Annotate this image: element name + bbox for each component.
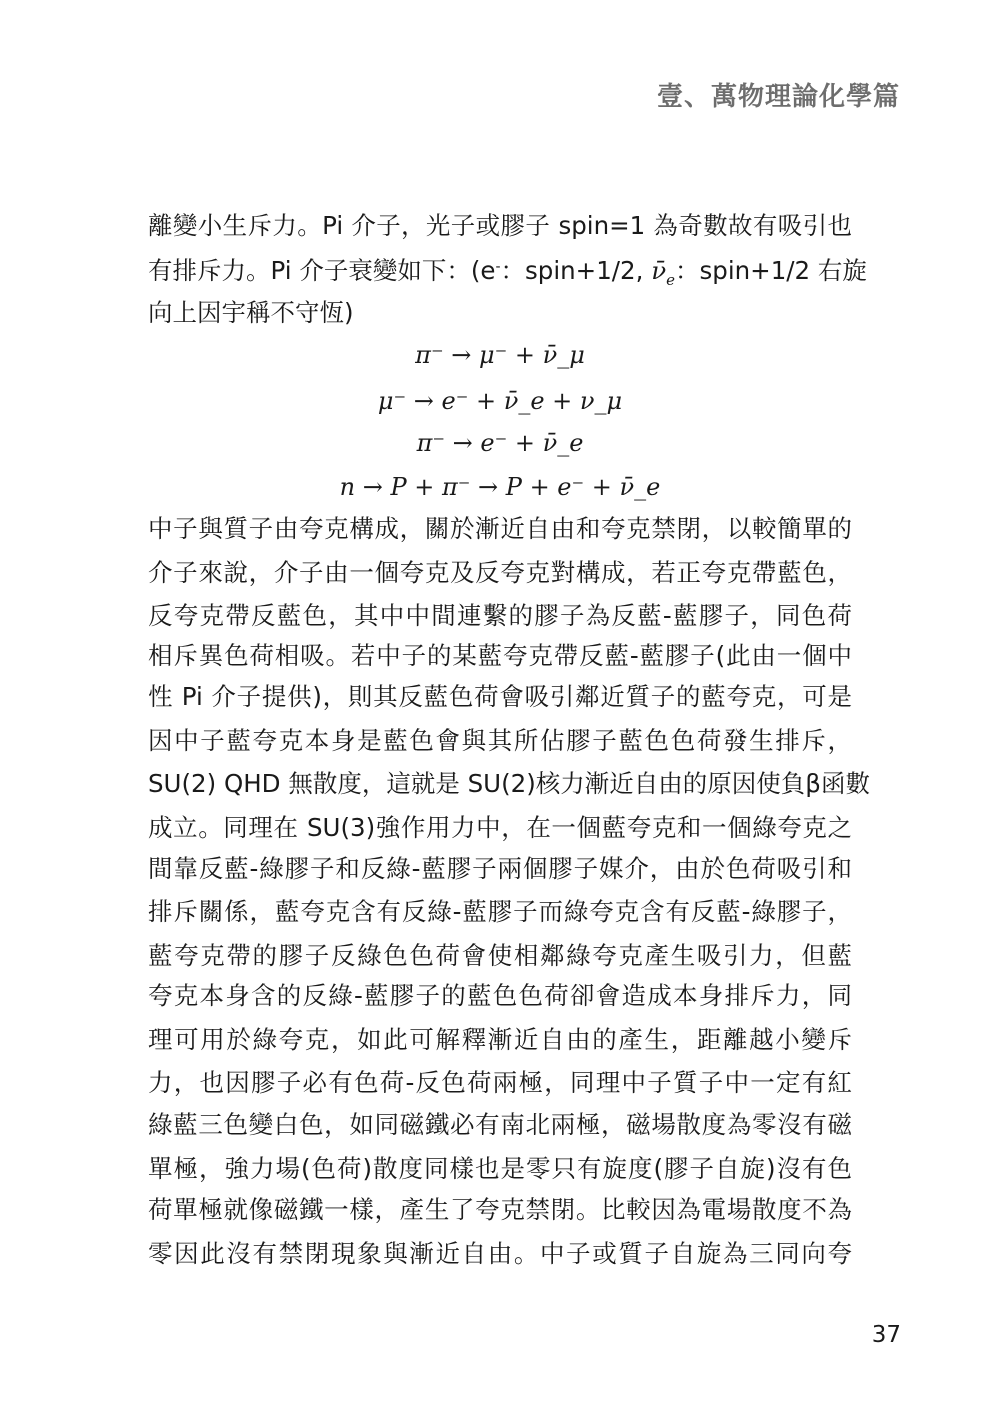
- body-line: 排斥關係，藍夸克含有反綠-藍膠子而綠夸克含有反藍-綠膠子，: [148, 897, 852, 926]
- body-line: 藍夸克帶的膠子反綠色色荷會使相鄰綠夸克產生吸引力，但藍: [148, 941, 852, 970]
- antineutrino-symbol: [651, 256, 676, 289]
- body-line: 相斥異色荷相吸。若中子的某藍夸克帶反藍-藍膠子(此由一個中: [148, 641, 852, 670]
- body-line: 成立。同理在 SU(3)強作用力中，在一個藍夸克和一個綠夸克之: [148, 813, 852, 842]
- body-line: 反夸克帶反藍色，其中中間連繫的膠子為反藍-藍膠子，同色荷: [148, 601, 852, 630]
- body-line: 性 Pi 介子提供)，則其反藍色荷會吸引鄰近質子的藍夸克，可是: [148, 682, 852, 711]
- body-line: 零因此沒有禁閉現象與漸近自由。中子或質子自旋為三同向夸: [148, 1239, 852, 1268]
- intro-line-2-part-c: ：spin+1/2 右旋: [675, 256, 867, 285]
- body-line: 綠藍三色變白色，如同磁鐵必有南北兩極，磁場散度為零沒有磁: [148, 1110, 852, 1139]
- body-line: 因中子藍夸克本身是藍色會與其所佔膠子藍色色荷發生排斥，: [148, 726, 852, 755]
- body-line: 中子與質子由夸克構成，關於漸近自由和夸克禁閉，以較簡單的: [148, 514, 852, 543]
- electron-charge-superscript: -: [495, 259, 501, 275]
- page-number: 37: [871, 1322, 901, 1348]
- body-line: 間靠反藍-綠膠子和反綠-藍膠子兩個膠子媒介，由於色荷吸引和: [148, 854, 852, 883]
- antineutrino-subscript: e: [666, 270, 676, 289]
- intro-line-2-part-a: 有排斥力。Pi 介子衰變如下：(e: [148, 256, 496, 285]
- intro-line-3: 向上因宇稱不守恆): [148, 298, 354, 327]
- intro-line-2-part-b: ：spin+1/2,: [500, 256, 644, 285]
- body-line: 荷單極就像磁鐵一樣，產生了夸克禁閉。比較因為電場散度不為: [148, 1195, 852, 1224]
- body-line: 介子來說，介子由一個夸克及反夸克對構成，若正夸克帶藍色，: [148, 558, 852, 587]
- body-line: 力，也因膠子必有色荷-反色荷兩極，同理中子質子中一定有紅: [148, 1068, 852, 1097]
- intro-line-2: [148, 255, 867, 296]
- equation-pion-to-muon: π⁻ → μ⁻ + ν̄_μ: [415, 341, 585, 369]
- equation-neutron-decay: n → P + π⁻ → P + e⁻ + ν̄_e: [339, 473, 661, 501]
- equation-pion-to-electron: π⁻ → e⁻ + ν̄_e: [416, 429, 584, 457]
- body-line: SU(2) QHD 無散度，這就是 SU(2)核力漸近自由的原因使負β函數: [148, 769, 870, 798]
- antineutrino-nu: ν̄: [651, 256, 667, 285]
- intro-line-1: 離變小生斥力。Pi 介子，光子或膠子 spin=1 為奇數故有吸引也: [148, 211, 852, 240]
- body-line: 理可用於綠夸克，如此可解釋漸近自由的產生，距離越小變斥: [148, 1025, 852, 1054]
- body-line: 單極，強力場(色荷)散度同樣也是零只有旋度(膠子自旋)沒有色: [148, 1154, 852, 1183]
- running-header: 壹、萬物理論化學篇: [656, 82, 900, 112]
- equation-muon-decay: μ⁻ → e⁻ + ν̄_e + ν_μ: [377, 387, 623, 415]
- body-line: 夸克本身含的反綠-藍膠子的藍色色荷卻會造成本身排斥力，同: [148, 981, 852, 1010]
